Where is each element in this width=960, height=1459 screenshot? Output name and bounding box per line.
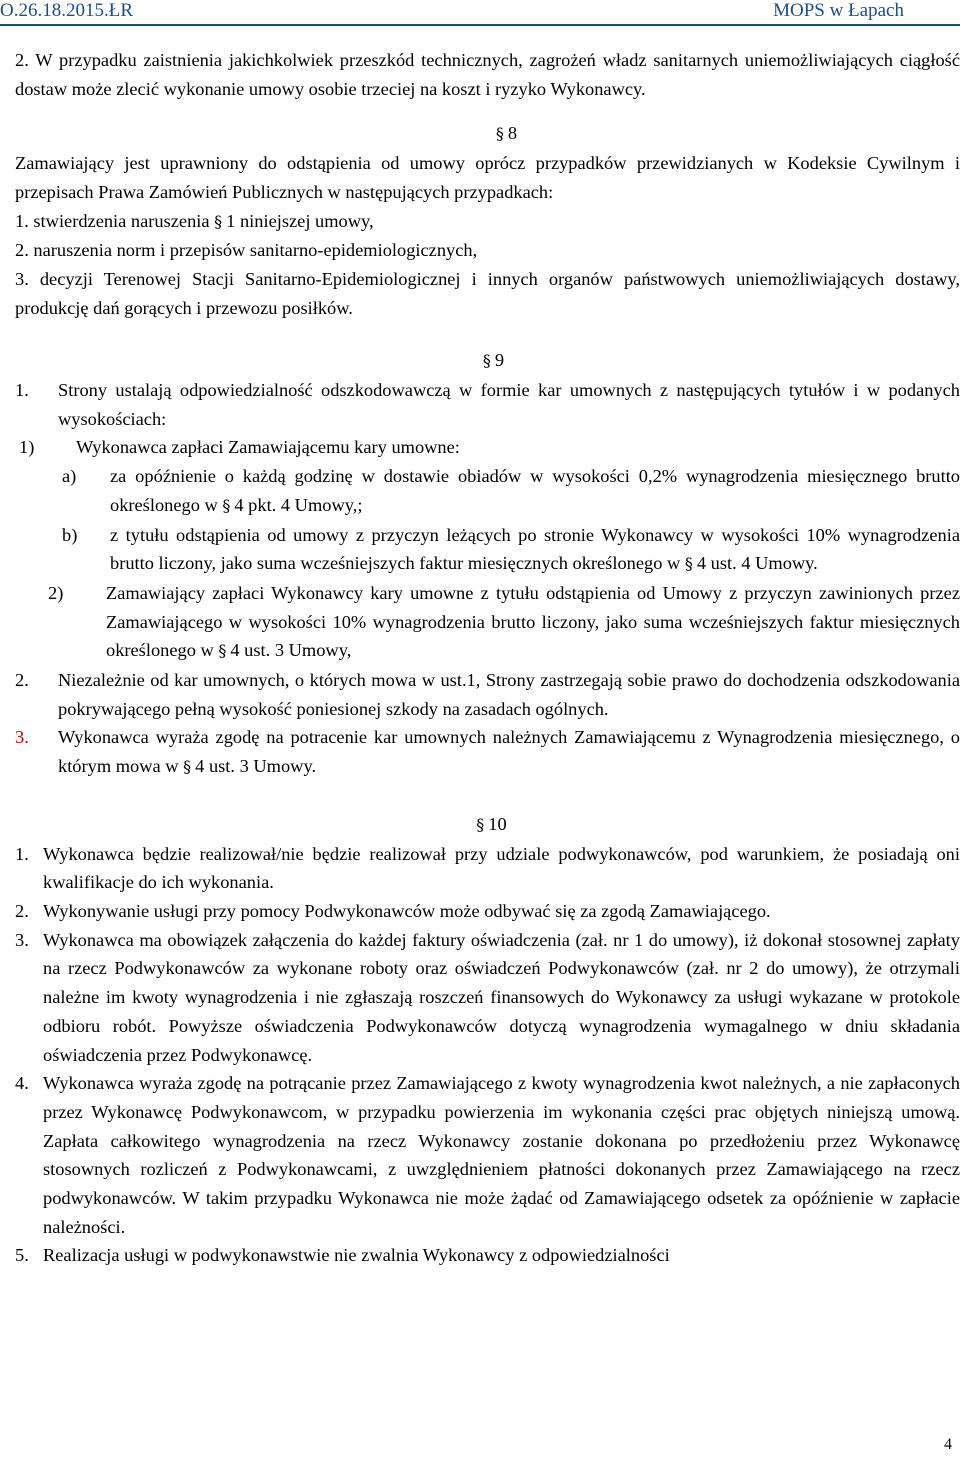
section-symbol: §	[218, 641, 227, 661]
section-8-lead: Zamawiający jest uprawniony do odstąpienia od umowy oprócz przypadków przewidzianych w Kodeksie Cywilnym i przepisach Prawa Zamówień Publicznych w następujących przypadkach:	[15, 153, 960, 202]
section-heading-10	[15, 810, 960, 840]
document-body	[15, 46, 960, 1270]
section-9-point-1: 1. Strony ustalają odpowiedzialność odszkodowawczą w formie kar umownych z następujących tytułów i w podanych wysokościach:	[15, 380, 960, 429]
header-rule	[0, 24, 960, 26]
section-10-item: 5. Realizacja usługi w podwykonawstwie nie zwalnia Wykonawcy z odpowiedzialności	[15, 1245, 670, 1266]
section-number: 10	[488, 813, 507, 834]
section-symbol: §	[482, 351, 491, 371]
section-symbol: §	[183, 757, 192, 777]
page-header	[0, 0, 960, 26]
section-9-point-2: 2. Niezależnie od kar umownych, o których mowa w ust.1, Strony zastrzegają sobie prawo do dochodzenia odszkodowania pokrywającego pełną wysokość poniesionej szkody na zasadach ogólnych.	[15, 670, 960, 719]
section-heading-8	[15, 119, 960, 149]
page-number: 4	[944, 1436, 952, 1453]
institution-name: MOPS w Łapach	[773, 0, 904, 21]
section-8-item-1: 1. stwierdzenia naruszenia § 1 niniejszej umowy,	[15, 210, 374, 231]
section-9-point-a: a) za opóźnienie o każdą godzinę w dostawie obiadów w wysokości 0,2% wynagrodzenia miesięcznego brutto określonego w § 4 pkt. 4 Umowy,;	[62, 466, 960, 515]
section-number: 8	[507, 123, 518, 144]
section-8-item-2: 2. naruszenia norm i przepisów sanitarno-epidemiologicznych,	[15, 240, 478, 261]
section-9-content	[15, 376, 960, 782]
section-symbol: §	[476, 814, 485, 834]
section-number: 9	[494, 350, 505, 371]
section-symbol: §	[684, 554, 693, 574]
section-10-content	[15, 840, 960, 1271]
section-10-item: 1. Wykonawca będzie realizował/nie będzie realizował przy udziale podwykonawców, pod warunkiem, że posiadają oni kwalifikacje do ich wykonania.	[15, 843, 960, 893]
section-symbol: §	[214, 211, 223, 231]
section-8-item-3: 3. decyzji Terenowej Stacji Sanitarno-Epidemiologicznej i innych organów państwowych uniemożliwiających dostawy, produkcję dań gorących i przewozu posiłków.	[15, 268, 960, 318]
section-10-item: 2. Wykonywanie usługi przy pomocy Podwykonawców może odbywać się za zgodą Zamawiającego.	[15, 900, 771, 921]
intro-paragraph-2: 2. W przypadku zaistnienia jakichkolwiek przeszkód technicznych, zagrożeń władz sanitarnych uniemożliwiających ciągłość dostaw może zlecić wykonanie umowy osobie trzeciej na koszt i ryzyko Wykonawcy.	[15, 50, 960, 99]
document-reference: O.26.18.2015.ŁR	[0, 0, 133, 21]
section-10-item: 4. Wykonawca wyraża zgodę na potrącanie przez Zamawiającego z kwoty wynagrodzenia kwot należnych, a nie zapłaconych przez Wykonawcę Podwykonawcom, w przypadku powierzenia im wykonania części prac objętych niniejszą umową. Zapłata całkowitego wynagrodzenia na rzecz Wykonawcy zostanie dokonana po przedłożeniu przez Wykonawcę stosownych rozliczeń z Podwykonawcami, z uwzględnieniem płatności dokonanych przez Zamawiającego na rzecz podwykonawców. W takim przypadku Wykonawca nie może żądać od Zamawiającego odsetek za opóźnienie w zapłacie należności.	[15, 1073, 960, 1237]
section-9-point-1-1: 1) Wykonawca zapłaci Zamawiającemu kary umowne:	[19, 437, 460, 458]
section-9-point-1-2: 2) Zamawiający zapłaci Wykonawcy kary umowne z tytułu odstąpienia od Umowy z przyczyn zawinionych przez Zamawiającego w wysokości 10% wynagrodzenia brutto liczony, jako suma wcześniejszych faktur miesięcznych określonego w § 4 ust. 3 Umowy,	[48, 582, 960, 661]
section-symbol: §	[495, 124, 504, 144]
section-10-item: 3. Wykonawca ma obowiązek załączenia do każdej faktury oświadczenia (zał. nr 1 do umowy), iż dokonał stosownej zapłaty na rzecz Podwykonawców za wykonane roboty oraz oświadczeń Podwykonawców (zał. nr 2 do umowy), że otrzymali należne im kwoty wynagrodzenia i nie zgłaszają roszczeń finansowych do Wykonawcy za usługi wykazane w protokole odbioru robót. Powyższe oświadczenia Podwykonawców dotyczą wynagrodzenia wymagalnego w dniu składania oświadczenia przez Podwykonawcę.	[15, 929, 960, 1065]
section-symbol: §	[222, 495, 231, 515]
section-heading-9	[15, 346, 960, 376]
section-9-point-3: 3. Wykonawca wyraża zgodę na potracenie kar umownych należnych Zamawiającemu z Wynagrodzenia miesięcznego, o którym mowa w § 4 ust. 3 Umowy.	[15, 727, 960, 777]
section-9-point-b: b) z tytułu odstąpienia od umowy z przyczyn leżących po stronie Wykonawcy w wysokości 10% wynagrodzenia brutto liczony, jako suma wcześniejszych faktur miesięcznych określonego w § 4 ust. 4 Umowy.	[62, 524, 960, 574]
